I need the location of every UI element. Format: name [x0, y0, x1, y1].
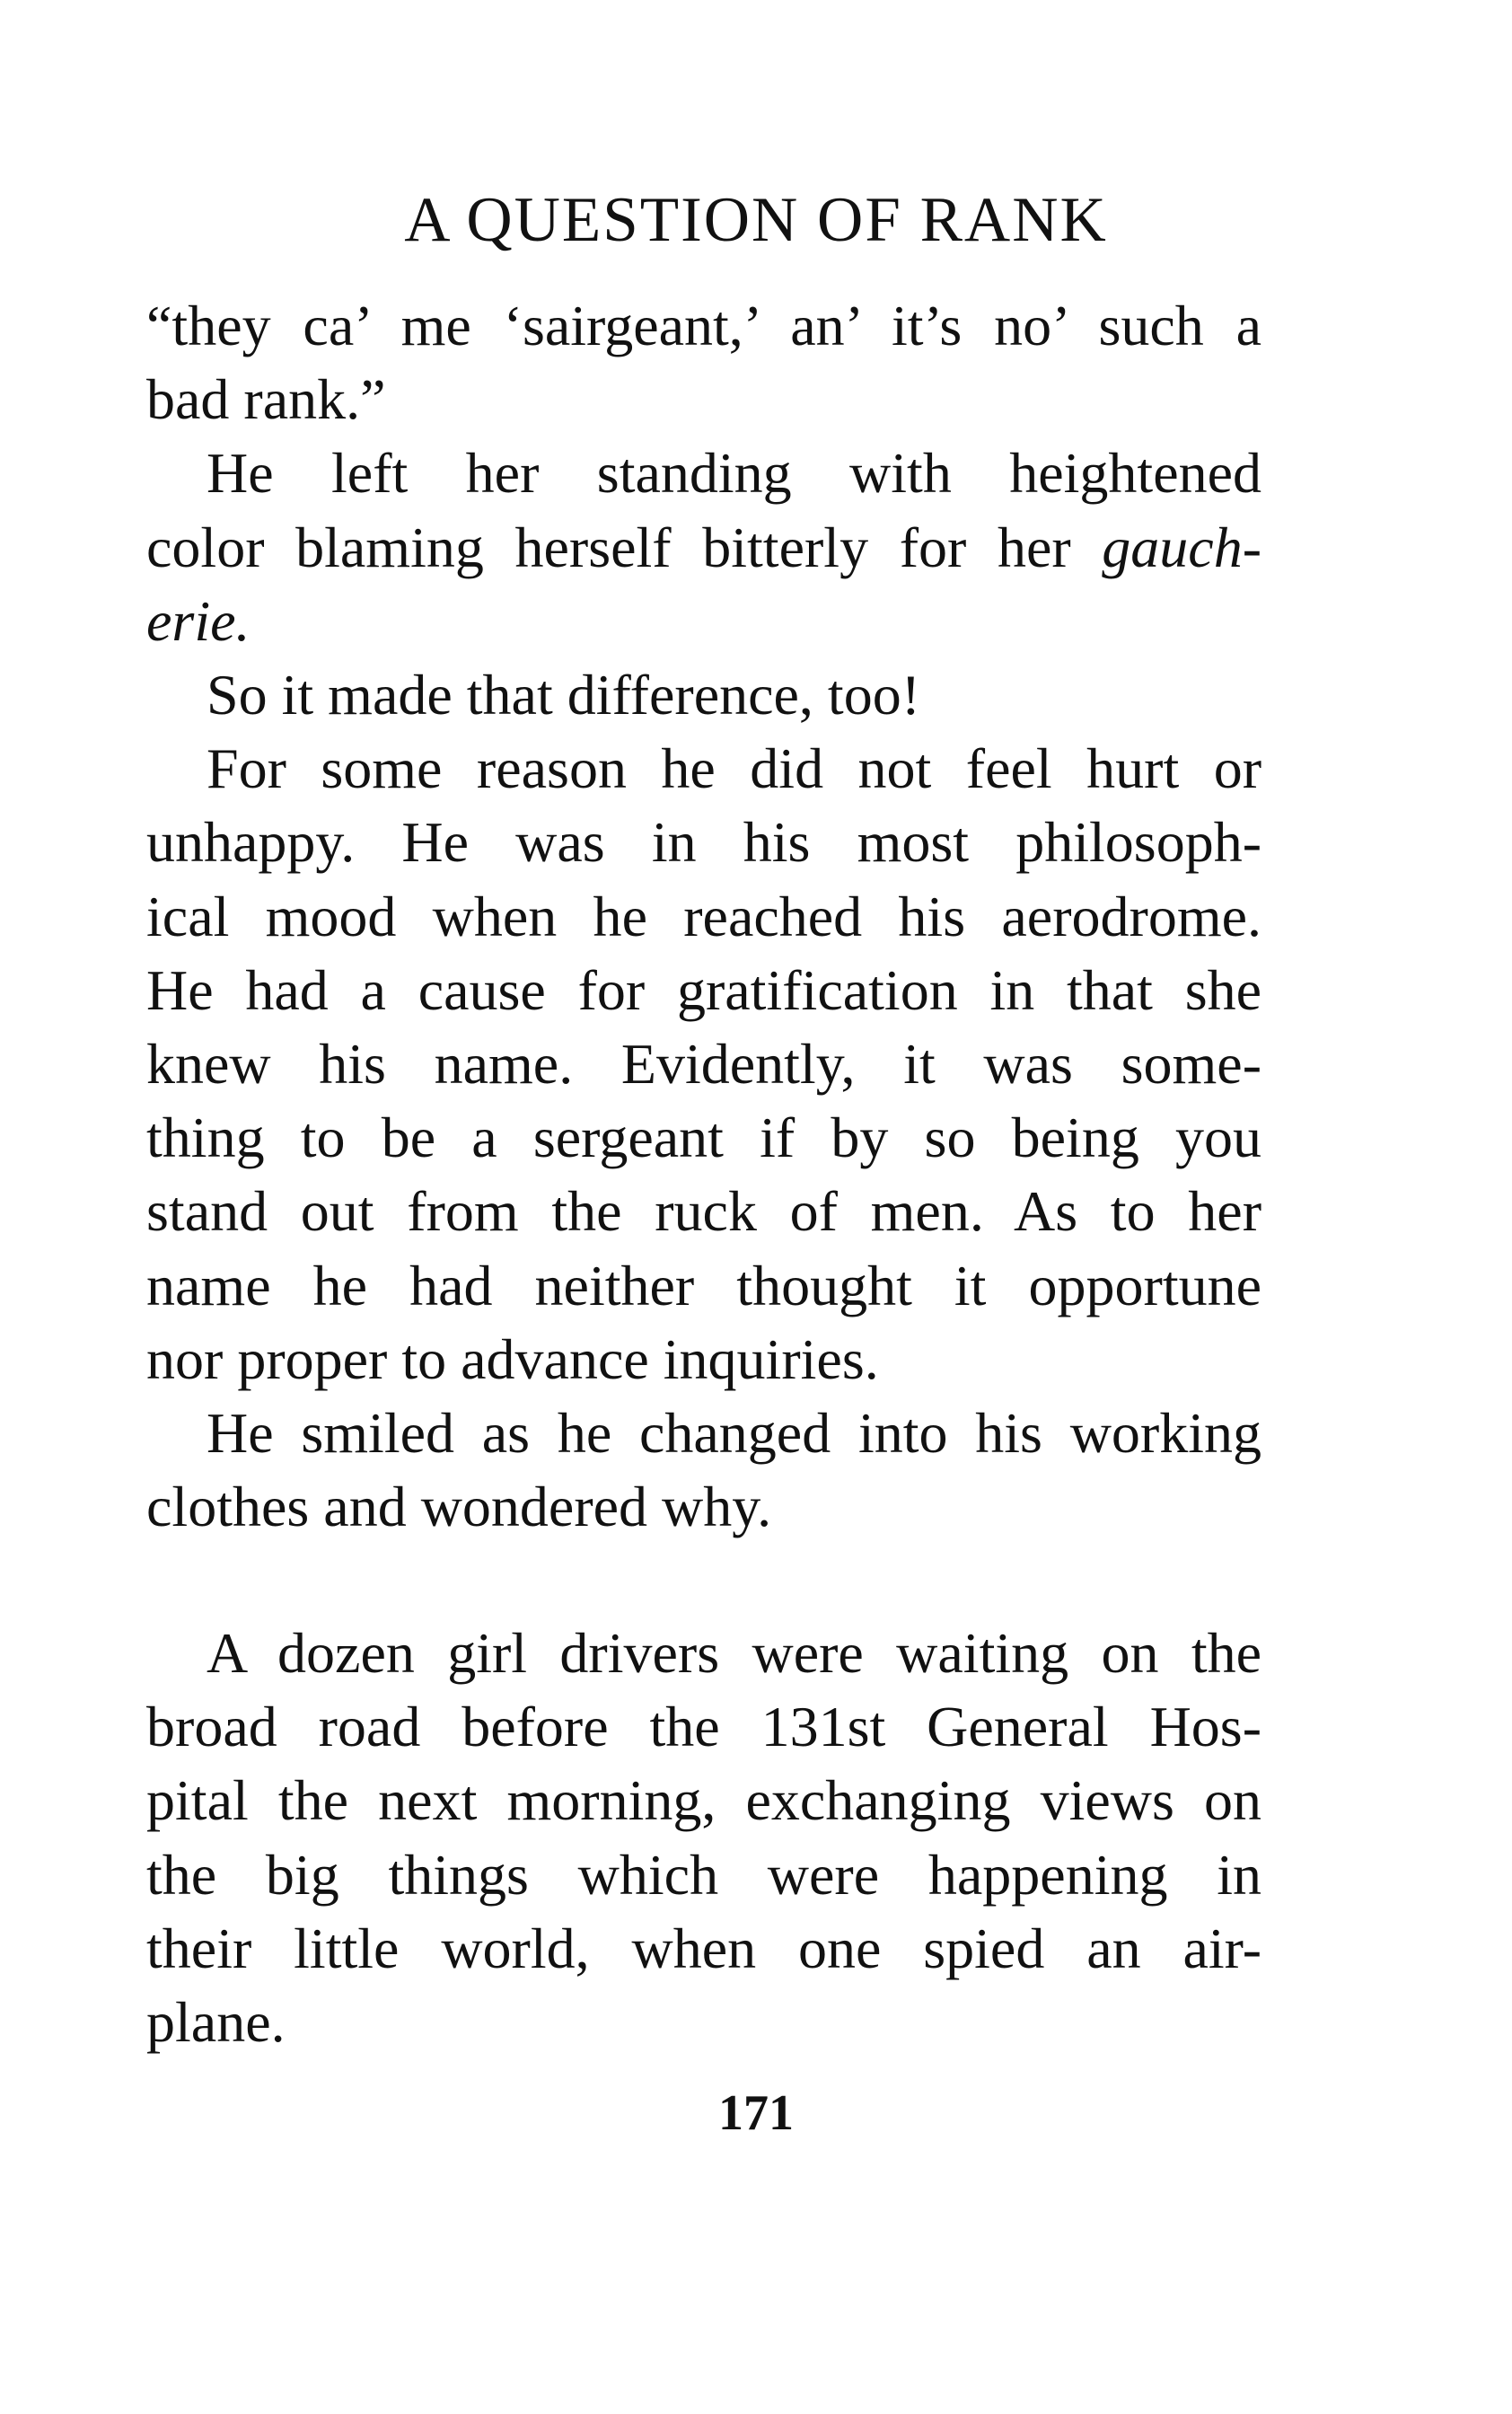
paragraph	[146, 289, 1261, 436]
text-line: A dozen girl drivers were waiting on the	[207, 1621, 1261, 1685]
running-head: A QUESTION OF RANK	[404, 185, 1108, 255]
paragraph	[146, 436, 1261, 510]
text-line: stand out from the ruck of men. As to her	[146, 1179, 1261, 1244]
paragraph-continued	[146, 511, 1261, 658]
text-line: the big things which were happening in	[146, 1842, 1261, 1907]
text-line	[146, 585, 1261, 658]
text-line	[146, 511, 1261, 585]
text-line: For some reason he did not feel hurt or	[207, 736, 1261, 801]
text-line: He left her standing with heightened	[207, 441, 1261, 506]
text-block-top	[146, 289, 1261, 1544]
text-line: clothes and wondered why.	[146, 1475, 772, 1539]
text-line: So it made that difference, too!	[207, 663, 920, 727]
italic-word: erie.	[146, 588, 251, 653]
text-line: “they ca’ me ‘sairgeant,’ an’ it’s no’ such a	[146, 294, 1261, 357]
paragraph	[146, 732, 1261, 1396]
paragraph	[146, 658, 1261, 732]
text-line: He smiled as he changed into his working	[207, 1401, 1261, 1466]
text-line: broad road before the 131st General Hos-	[146, 1695, 1261, 1759]
text-line: ical mood when he reached his aerodrome.	[146, 884, 1261, 948]
text-line: pital the next morning, exchanging views on	[146, 1768, 1261, 1833]
page-number: 171	[718, 2085, 794, 2141]
text-line: bad rank.”	[146, 367, 386, 432]
text-line: name he had neither thought it opportune	[146, 1253, 1261, 1317]
text-line: thing to be a sergeant if by so being you	[146, 1106, 1261, 1170]
text-block-bottom	[146, 1617, 1261, 2059]
text-run: color blaming herself bitterly for her	[146, 515, 1071, 579]
paragraph	[146, 1396, 1261, 1544]
text-line: nor proper to advance inquiries.	[146, 1326, 879, 1391]
text-line: their little world, when one spied an air-	[146, 1916, 1261, 1980]
text-line: unhappy. He was in his most philosoph-	[146, 810, 1261, 875]
text-line: knew his name. Evidently, it was some-	[146, 1032, 1261, 1097]
italic-word: gauch-	[1102, 515, 1262, 579]
text-line: plane.	[146, 1990, 286, 2055]
paragraph	[146, 1617, 1261, 2059]
text-line: He had a cause for gratification in that she	[146, 957, 1261, 1022]
